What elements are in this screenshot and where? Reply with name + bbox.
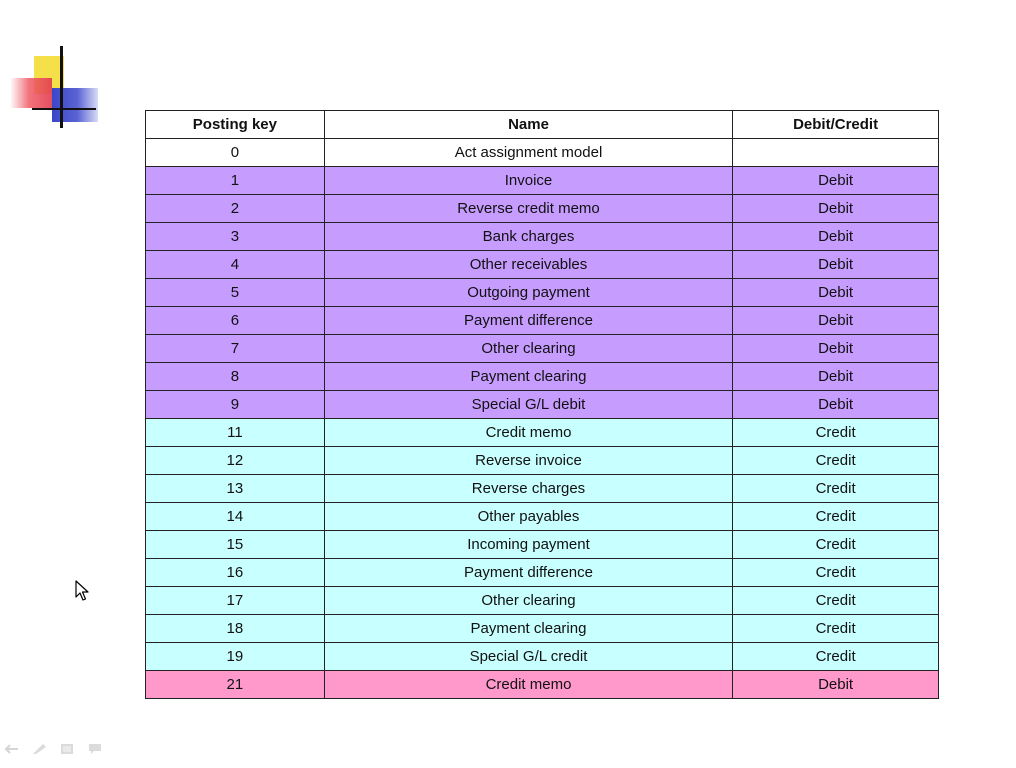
table-row bbox=[146, 587, 939, 615]
name-cell: Special G/L debit bbox=[324, 391, 732, 419]
table-row bbox=[146, 475, 939, 503]
mouse-pointer-icon bbox=[75, 580, 89, 602]
slide-logo-icon bbox=[10, 44, 100, 130]
debit-credit-cell: Credit bbox=[733, 419, 939, 447]
name-cell: Reverse invoice bbox=[324, 447, 732, 475]
logo-vertical-line bbox=[60, 46, 63, 128]
debit-credit-cell bbox=[733, 139, 939, 167]
posting-key-cell: 1 bbox=[146, 167, 325, 195]
name-cell: Invoice bbox=[324, 167, 732, 195]
posting-key-cell: 13 bbox=[146, 475, 325, 503]
debit-credit-cell: Credit bbox=[733, 559, 939, 587]
debit-credit-cell: Debit bbox=[733, 279, 939, 307]
table-row bbox=[146, 251, 939, 279]
table-row bbox=[146, 671, 939, 699]
table-header-row bbox=[146, 111, 939, 139]
name-cell: Other receivables bbox=[324, 251, 732, 279]
name-cell: Incoming payment bbox=[324, 531, 732, 559]
posting-key-cell: 21 bbox=[146, 671, 325, 699]
debit-credit-cell: Credit bbox=[733, 531, 939, 559]
posting-key-cell: 12 bbox=[146, 447, 325, 475]
logo-blue-square bbox=[52, 88, 98, 122]
table-row bbox=[146, 139, 939, 167]
name-cell: Payment difference bbox=[324, 307, 732, 335]
table-row bbox=[146, 615, 939, 643]
table-row bbox=[146, 363, 939, 391]
table-row bbox=[146, 307, 939, 335]
table-row bbox=[146, 195, 939, 223]
menu-icon[interactable] bbox=[58, 742, 76, 756]
logo-horizontal-line bbox=[32, 108, 96, 110]
name-cell: Credit memo bbox=[324, 419, 732, 447]
posting-key-cell: 15 bbox=[146, 531, 325, 559]
debit-credit-cell: Credit bbox=[733, 643, 939, 671]
debit-credit-cell: Credit bbox=[733, 475, 939, 503]
name-cell: Other payables bbox=[324, 503, 732, 531]
debit-credit-cell: Credit bbox=[733, 587, 939, 615]
posting-key-cell: 11 bbox=[146, 419, 325, 447]
posting-key-table bbox=[145, 110, 939, 699]
posting-key-cell: 3 bbox=[146, 223, 325, 251]
logo-red-square bbox=[10, 78, 52, 108]
debit-credit-cell: Credit bbox=[733, 615, 939, 643]
debit-credit-cell: Debit bbox=[733, 223, 939, 251]
name-cell: Bank charges bbox=[324, 223, 732, 251]
debit-credit-cell: Credit bbox=[733, 447, 939, 475]
posting-key-cell: 4 bbox=[146, 251, 325, 279]
posting-key-cell: 7 bbox=[146, 335, 325, 363]
name-cell: Payment clearing bbox=[324, 615, 732, 643]
debit-credit-cell: Debit bbox=[733, 335, 939, 363]
table-row bbox=[146, 419, 939, 447]
posting-key-cell: 17 bbox=[146, 587, 325, 615]
posting-key-cell: 0 bbox=[146, 139, 325, 167]
name-cell: Payment difference bbox=[324, 559, 732, 587]
name-cell: Reverse charges bbox=[324, 475, 732, 503]
table-row bbox=[146, 391, 939, 419]
comment-icon[interactable] bbox=[86, 742, 104, 756]
posting-key-cell: 6 bbox=[146, 307, 325, 335]
debit-credit-cell: Debit bbox=[733, 251, 939, 279]
posting-key-table-container bbox=[145, 110, 939, 699]
name-cell: Outgoing payment bbox=[324, 279, 732, 307]
posting-key-cell: 2 bbox=[146, 195, 325, 223]
table-row bbox=[146, 167, 939, 195]
table-row bbox=[146, 531, 939, 559]
debit-credit-cell: Debit bbox=[733, 167, 939, 195]
previous-arrow-icon[interactable] bbox=[2, 742, 20, 756]
posting-key-cell: 16 bbox=[146, 559, 325, 587]
name-cell: Other clearing bbox=[324, 587, 732, 615]
name-cell: Payment clearing bbox=[324, 363, 732, 391]
debit-credit-cell: Debit bbox=[733, 363, 939, 391]
posting-key-cell: 18 bbox=[146, 615, 325, 643]
header-name: Name bbox=[324, 111, 732, 139]
table-row bbox=[146, 223, 939, 251]
table-row bbox=[146, 503, 939, 531]
name-cell: Other clearing bbox=[324, 335, 732, 363]
posting-key-cell: 9 bbox=[146, 391, 325, 419]
debit-credit-cell: Debit bbox=[733, 307, 939, 335]
name-cell: Special G/L credit bbox=[324, 643, 732, 671]
debit-credit-cell: Credit bbox=[733, 503, 939, 531]
table-row bbox=[146, 447, 939, 475]
posting-key-cell: 14 bbox=[146, 503, 325, 531]
presenter-toolbar bbox=[2, 740, 104, 758]
header-debit-credit: Debit/Credit bbox=[733, 111, 939, 139]
header-posting-key: Posting key bbox=[146, 111, 325, 139]
table-row bbox=[146, 559, 939, 587]
name-cell: Act assignment model bbox=[324, 139, 732, 167]
table-row bbox=[146, 279, 939, 307]
debit-credit-cell: Debit bbox=[733, 195, 939, 223]
debit-credit-cell: Debit bbox=[733, 671, 939, 699]
table-row bbox=[146, 643, 939, 671]
name-cell: Credit memo bbox=[324, 671, 732, 699]
table-body bbox=[146, 139, 939, 699]
table-row bbox=[146, 335, 939, 363]
posting-key-cell: 5 bbox=[146, 279, 325, 307]
posting-key-cell: 8 bbox=[146, 363, 325, 391]
posting-key-cell: 19 bbox=[146, 643, 325, 671]
pen-icon[interactable] bbox=[30, 742, 48, 756]
debit-credit-cell: Debit bbox=[733, 391, 939, 419]
name-cell: Reverse credit memo bbox=[324, 195, 732, 223]
